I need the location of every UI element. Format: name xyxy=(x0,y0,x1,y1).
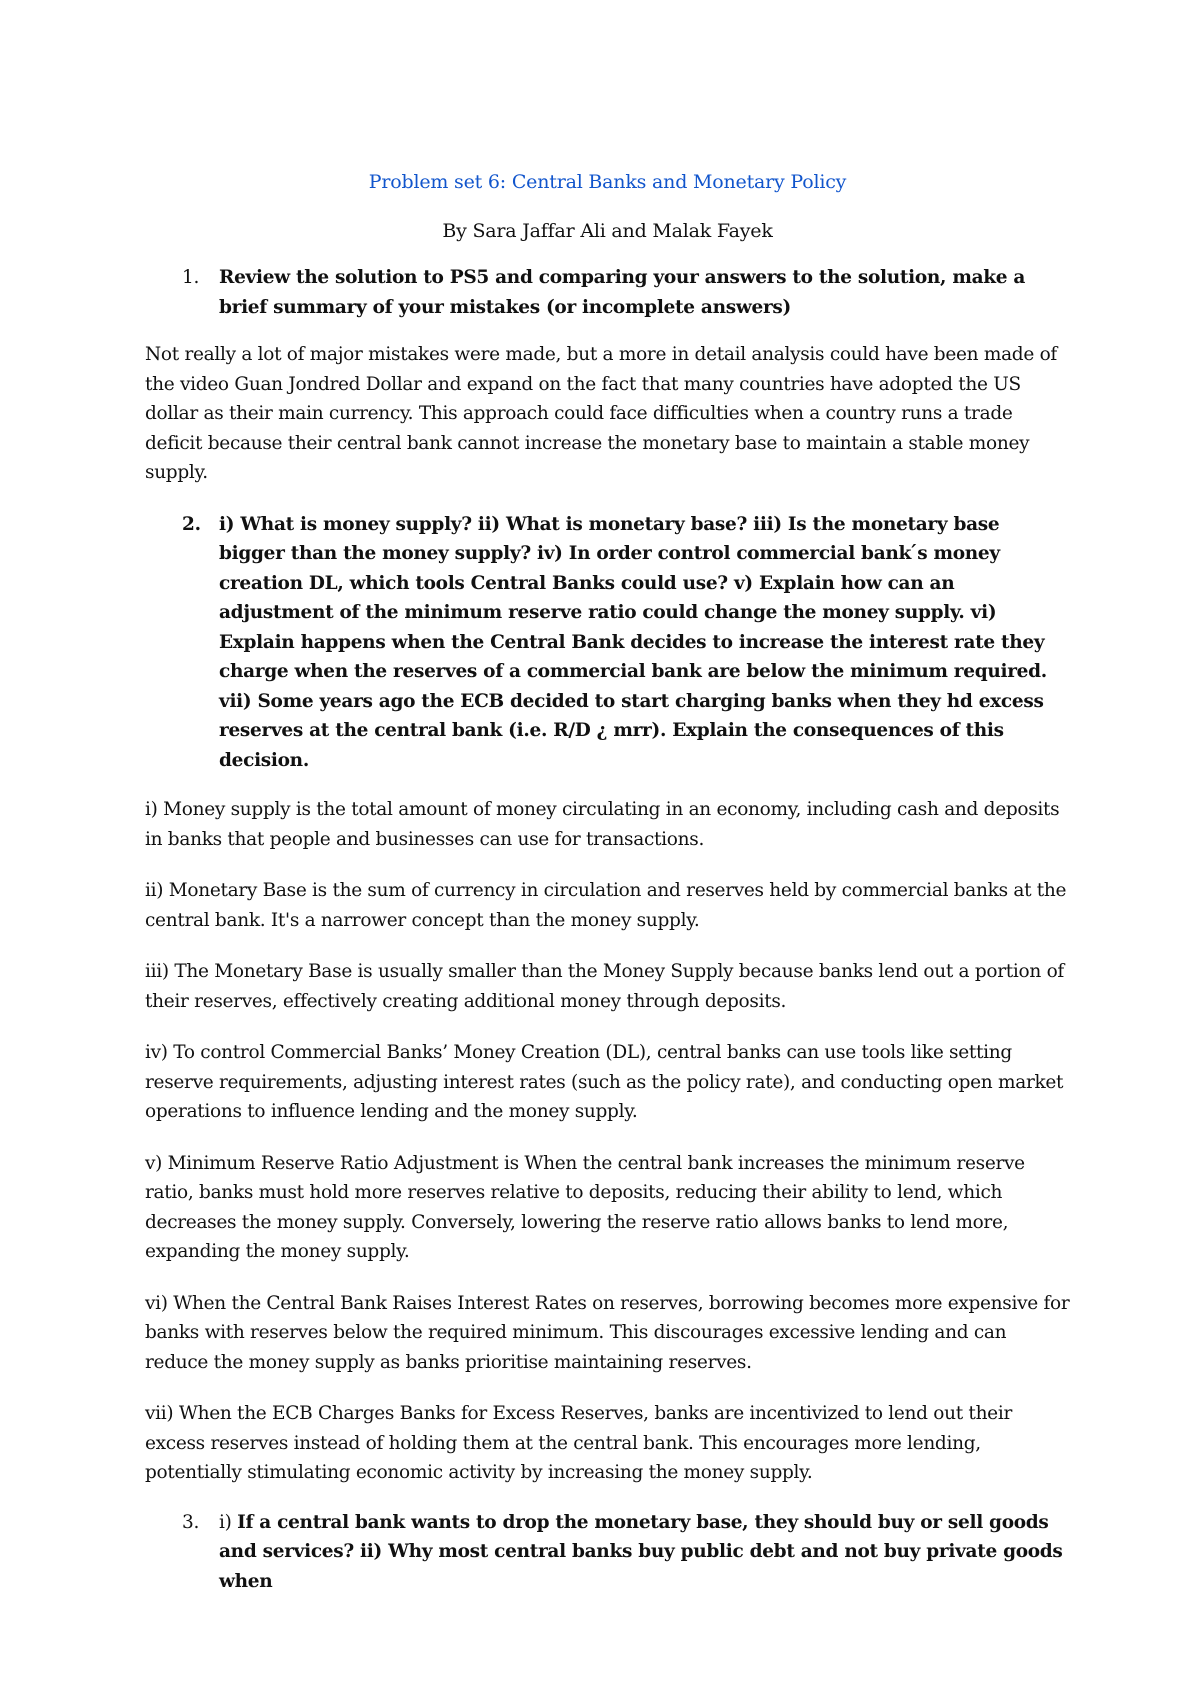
question-3-prefix: i) xyxy=(219,1511,238,1533)
answer-v: v) Minimum Reserve Ratio Adjustment is When the central bank increases the minimum reserve ratio, banks must hold more reserves relative to deposits, reducing their ability to lend, which decreases the money supply. Conversely, lowering the reserve ratio allows banks to lend more, expanding the money supply. xyxy=(145,1152,1025,1262)
question-1-answer: Not really a lot of major mistakes were made, but a more in detail analysis could have been made of the video Guan Jondred Dollar and expand on the fact that many countries have adopted the US dollar as their main currency. This approach could face difficulties when a country runs a trade deficit because their central bank cannot increase the monetary base to maintain a stable money supply. xyxy=(145,344,1057,483)
document-content xyxy=(145,168,1070,1596)
question-3 xyxy=(145,1508,1070,1597)
document-authors: By Sara Jaffar Ali and Malak Fayek xyxy=(442,220,773,242)
question-1 xyxy=(145,263,1070,322)
answer-vii: vii) When the ECB Charges Banks for Excess Reserves, banks are incentivized to lend out their excess reserves instead of holding them at the central bank. This encourages more lending, potentially stimulating economic activity by increasing the money supply. xyxy=(145,1403,1012,1483)
question-2-text: i) What is money supply? ii) What is monetary base? iii) Is the monetary base bigger than the money supply? iv) In order control commercial bank ́s money creation DL, which tools Central Banks could use? v) Explain how can an adjustment of the minimum reserve ratio could change the money supply. vi) Explain happens when the Central Bank decides to increase the interest rate they charge when the reserves of a commercial bank are below the minimum required. vii) Some years ago the ECB decided to start charging banks when they hd excess reserves at the central bank (i.e. R/D ¿ mrr). Explain the consequences of this decision. xyxy=(219,513,1047,771)
answer-i: i) Money supply is the total amount of money circulating in an economy, including cash and deposits in banks that people and businesses can use for transactions. xyxy=(145,799,1060,850)
question-1-number: 1. xyxy=(182,267,200,288)
question-3-number: 3. xyxy=(182,1511,200,1533)
answer-vi: vi) When the Central Bank Raises Interest Rates on reserves, borrowing becomes more expensive for banks with reserves below the required minimum. This discourages excessive lending and can reduce the money supply as banks prioritise maintaining reserves. xyxy=(145,1292,1070,1373)
answer-ii: ii) Monetary Base is the sum of currency in circulation and reserves held by commercial banks at the central bank. It's a narrower concept than the money supply. xyxy=(145,880,1067,931)
answer-iv: iv) To control Commercial Banks’ Money Creation (DL), central banks can use tools like setting reserve requirements, adjusting interest rates (such as the policy rate), and conducting open market operations to influence lending and the money supply. xyxy=(145,1042,1064,1122)
question-1-text: Review the solution to PS5 and comparing your answers to the solution, make a brief summary of your mistakes (or incomplete answers) xyxy=(219,267,1026,318)
document-title: Problem set 6: Central Banks and Monetary Policy xyxy=(368,171,847,193)
answer-iii: iii) The Monetary Base is usually smaller than the Money Supply because banks lend out a portion of their reserves, effectively creating additional money through deposits. xyxy=(145,961,1064,1012)
question-2-number: 2. xyxy=(182,513,201,535)
question-2 xyxy=(145,510,1070,776)
question-3-text: If a central bank wants to drop the monetary base, they should buy or sell goods and services? ii) Why most central banks buy public debt and not buy private goods when xyxy=(219,1511,1063,1592)
